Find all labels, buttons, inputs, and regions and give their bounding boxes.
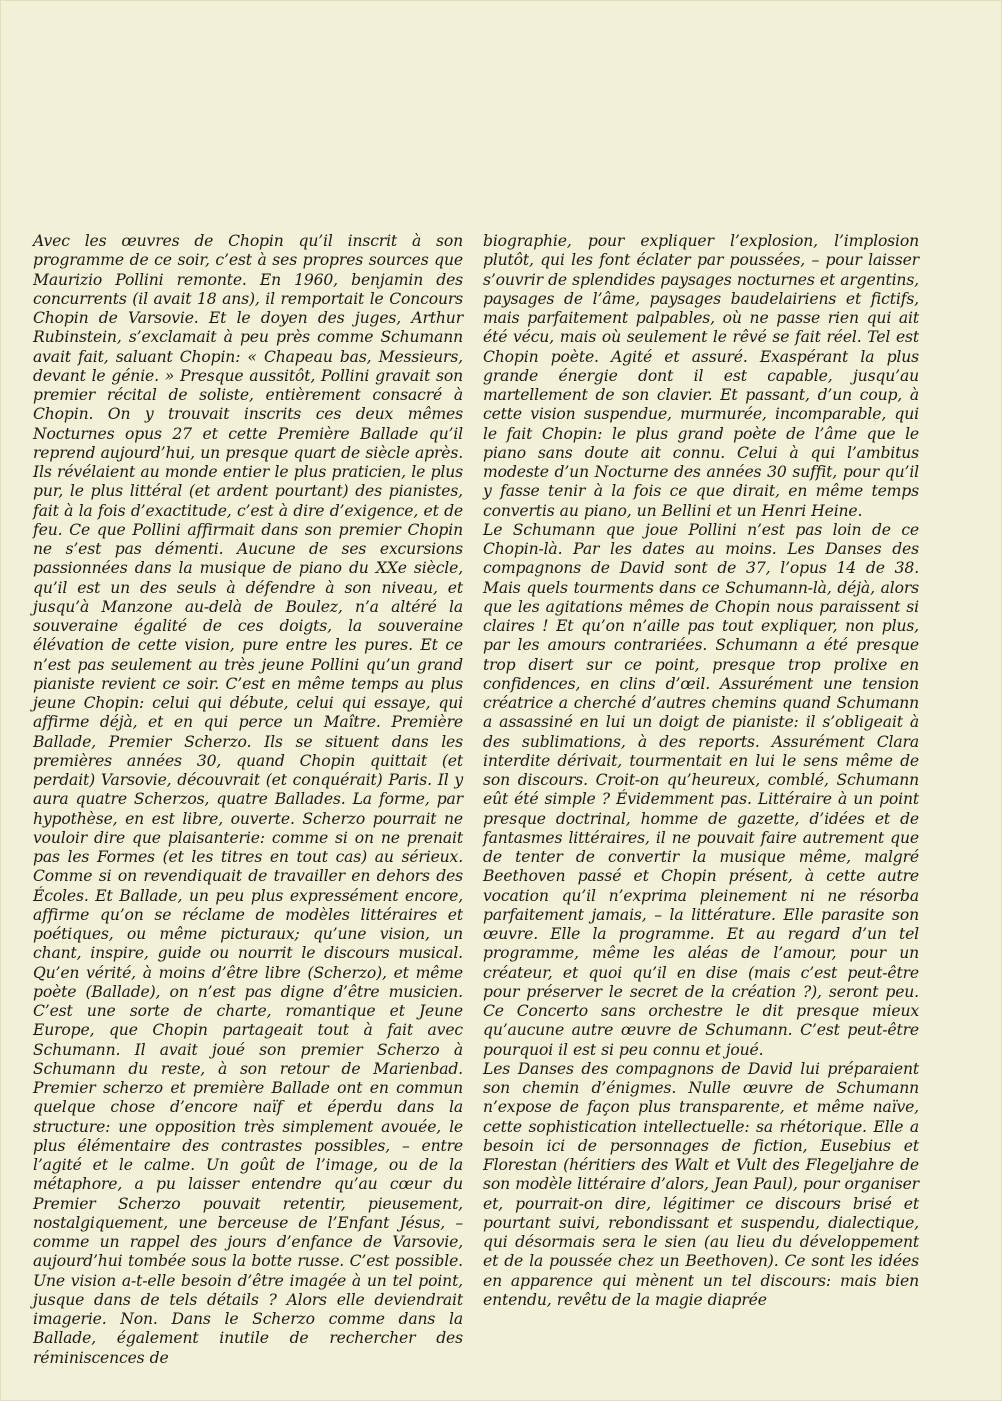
right-column bbox=[483, 232, 919, 1309]
right-paragraph-1: biographie, pour expliquer l’explosion, l’implosion plutôt, qui les font éclater par poussées, – pour laisser s’ouvrir de splendides paysages nocturnes et argentins, paysages de l’âme, paysages baudelairiens et fictifs, mais parfaitement palpables, où ne passe rien qui ait été vécu, mais où seulement le rêvé se fait réel. Tel est Chopin poète. Agité et assuré. Exaspérant la plus grande énergie dont il est capable, jusqu’au martellement de son clavier. Et passant, d’un coup, à cette vision suspendue, murmurée, incomparable, qui le fait Chopin: le plus grand poète de l’âme que le piano sans doute ait connu. Celui à qui l’ambitus modeste d’un Nocturne des années 30 suffit, pour qu’il y fasse tenir à la fois ce que dirait, en même temps convertis au piano, un Bellini et un Henri Heine. bbox=[483, 232, 919, 520]
left-column bbox=[33, 232, 463, 1367]
right-paragraph-2: Le Schumann que joue Pollini n’est pas loin de ce Chopin-là. Par les dates au moins. Les Danses des compagnons de David sont de 37, l’opus 14 de 38. Mais quels tourments dans ce Schumann-là, déjà, alors que les agitations mêmes de Chopin nous paraissent si claires ! Et qu’on n’aille pas tout expliquer, non plus, par les amours contrariées. Schumann a été presque trop disert sur ce point, presque trop prolixe en confidences, en clins d’œil. Assurément une tension créatrice a cherché d’autres chemins quand Schumann a assassiné en lui un doigt de pianiste: il s’obligeait à des sublimations, à des reports. Assurément Clara interdite dérivait, tourmentait en lui le sens même de son discours. Croit-on qu’heureux, comblé, Schumann eût été simple ? Évidemment pas. Littéraire à un point presque doctrinal, homme de gazette, d’idées et de fantasmes littéraires, il ne pouvait faire autrement que de tenter de convertir la musique même, malgré Beethoven passé et Chopin présent, à cette autre vocation qu’il n’exprima pleinement ni ne résorba parfaitement jamais, – la littérature. Elle parasite son œuvre. Elle la programme. Et au regard d’un tel programme, même les aléas de l’amour, pour un créateur, et quoi qu’il en dise (mais c’est peut-être pour préserver le secret de la création ?), seront peu. Ce Concerto sans orchestre le dit presque mieux qu’aucune autre œuvre de Schumann. C’est peut-être pourquoi il est si peu connu et joué. bbox=[483, 520, 919, 1059]
left-paragraph-1: Avec les œuvres de Chopin qu’il inscrit à son programme de ce soir, c’est à ses propres sources que Maurizio Pollini remonte. En 1960, benjamin des concurrents (il avait 18 ans), il remportait le Concours Chopin de Varsovie. Et le doyen des juges, Arthur Rubinstein, s’exclamait à peu près comme Schumann avait fait, saluant Chopin: « Chapeau bas, Messieurs, devant le génie. » Presque aussitôt, Pollini gravait son premier récital de soliste, entièrement consacré à Chopin. On y trouvait inscrits ces deux mêmes Nocturnes opus 27 et cette Première Ballade qu’il reprend aujourd’hui, un presque quart de siècle après. Ils révélaient au monde entier le plus praticien, le plus pur, le plus littéral (et ardent pourtant) des pianistes, fait à la fois d’exactitude, c’est à dire d’exigence, et de feu. Ce que Pollini affirmait dans son premier Chopin ne s’est pas démenti. Aucune de ses excursions passionnées dans la musique de piano du XXe siècle, qu’il est un des seuls à défendre à son niveau, et jusqu’à Manzone au-delà de Boulez, n’a altéré la souveraine égalité de ces doigts, la souveraine élévation de cette vision, pure entre les pures. Et ce n’est pas seulement au très jeune Pollini qu’un grand pianiste revient ce soir. C’est en même temps au plus jeune Chopin: celui qui débute, celui qui essaye, qui affirme déjà, et en qui perce un Maître. Première Ballade, Premier Scherzo. Ils se situent dans les premières années 30, quand Chopin quittait (et perdait) Varsovie, découvrait (et conquérait) Paris. Il y aura quatre Scherzos, quatre Ballades. La forme, par hypothèse, en est libre, ouverte. Scherzo pourrait ne vouloir dire que plaisanterie: comme si on ne prenait pas les Formes (et les titres en tout cas) au sérieux. Comme si on revendiquait de travailler en dehors des Écoles. Et Ballade, un peu plus expressément encore, affirme qu’on se réclame de modèles littéraires et poétiques, ou même picturaux; qu’une vision, un chant, inspire, guide ou nourrit le discours musical. Qu’en vérité, à moins d’être libre (Scherzo), et même poète (Ballade), on n’est pas digne d’être musicien. C’est une sorte de charte, romantique et Jeune Europe, que Chopin partageait tout à fait avec Schumann. Il avait joué son premier Scherzo à Schumann du reste, à son retour de Marienbad. Premier scherzo et première Ballade ont en commun quelque chose d’encore naïf et éperdu dans la structure: une opposition très simplement avouée, le plus élémentaire des contrastes possibles, – entre l’agité et le calme. Un goût de l’image, ou de la métaphore, a pu laisser entendre qu’au cœur du Premier Scherzo pouvait retentir, pieusement, nostalgiquement, une berceuse de l’Enfant Jésus, – comme un rappel des jours d’enfance de Varsovie, aujourd’hui tombée sous la botte russe. C’est possible. Une vision a-t-elle besoin d’être imagée à un tel point, jusque dans de tels détails ? Alors elle deviendrait imagerie. Non. Dans le Scherzo comme dans la Ballade, également inutile de rechercher des réminiscences de bbox=[33, 232, 463, 1367]
right-paragraph-3: Les Danses des compagnons de David lui préparaient son chemin d’énigmes. Nulle œuvre de Schumann n’expose de façon plus transparente, et même naïve, cette sophistication intellectuelle: sa rhétorique. Elle a besoin ici de personnages de fiction, Eusebius et Florestan (héritiers des Walt et Vult des Flegeljahre de son modèle littéraire d’alors, Jean Paul), pour organiser et, pourrait-on dire, légitimer ce discours brisé et pourtant suivi, rebondissant et suspendu, dialectique, qui désormais sera le sien (au lieu du développement et de la poussée chez un Beethoven). Ce sont les idées en apparence qui mènent un tel discours: mais bien entendu, revêtu de la magie diaprée bbox=[483, 1059, 919, 1309]
